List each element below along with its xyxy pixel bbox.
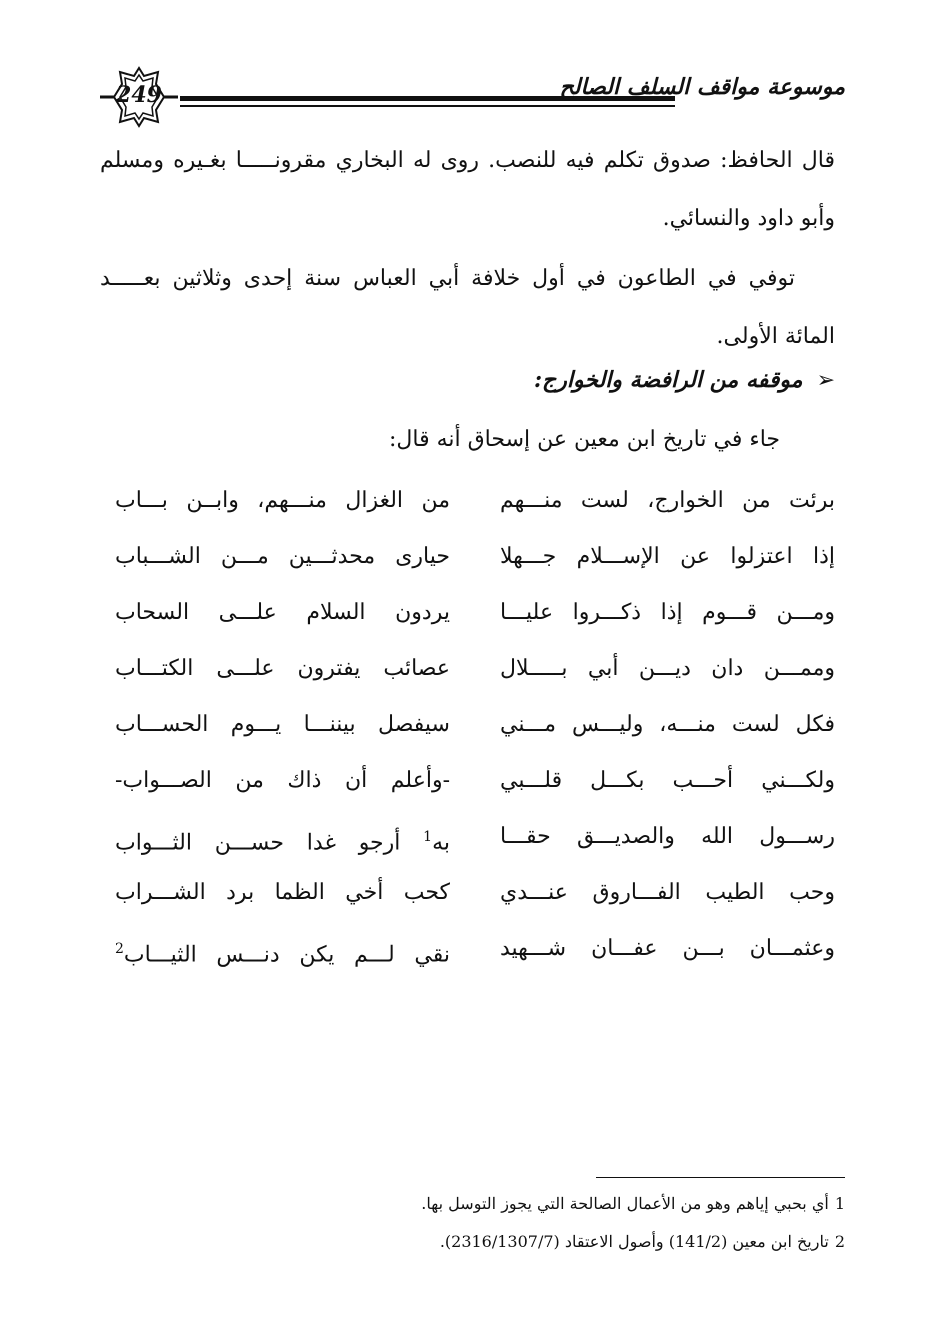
footnote-text: تاريخ ابن معين (141/2) وأصول الاعتقاد (2316/1307/7). bbox=[439, 1232, 829, 1251]
poem-verse bbox=[115, 697, 835, 753]
verse-second-hemistich bbox=[115, 921, 450, 983]
footnote-1 bbox=[421, 1192, 845, 1216]
poem bbox=[115, 473, 835, 977]
footnote-text: أي بحبي إياهم وهو من الأعمال الصالحة التي يجوز التوسل بها. bbox=[421, 1194, 829, 1213]
footnote-ref-2[interactable]: 2 bbox=[115, 941, 124, 957]
verse-first-hemistich: وممـــن دان ديـــن أبي بـــــلال bbox=[500, 656, 835, 681]
footnote-number: 1 bbox=[834, 1194, 845, 1213]
footnote-divider bbox=[596, 1177, 845, 1178]
page-header bbox=[100, 66, 845, 136]
footnote-2 bbox=[440, 1230, 845, 1254]
verse-text: أرجو غدا حســـن الثـــواب bbox=[115, 830, 424, 856]
section-heading-text: موقفه من الرافضة والخوارج: bbox=[533, 367, 803, 393]
poem-verse bbox=[115, 529, 835, 585]
verse-first-hemistich: وحب الطيب الفـــاروق عنـــدي bbox=[500, 880, 835, 905]
header-rule-thin bbox=[180, 105, 675, 107]
verse-first-hemistich: ولكـــني أحـــب بكـــل قلـــبي bbox=[500, 768, 835, 793]
verse-second-hemistich: يردون السلام علـــى السحاب bbox=[115, 600, 450, 625]
verse-second-hemistich bbox=[115, 809, 450, 871]
poem-verse bbox=[115, 865, 835, 921]
poem-verse bbox=[115, 809, 835, 865]
paragraph-hafiz: قال الحافظ: صدوق تكلم فيه للنصب. روى له البخاري مقرونـــــا بغـيره ومسلم وأبو داود والنسائي. bbox=[100, 148, 835, 231]
poem-intro: جاء في تاريخ ابن معين عن إسحاق أنه قال: bbox=[388, 427, 780, 452]
verse-first-hemistich: وعثمـــان بـــن عفـــان شـــهيد bbox=[500, 936, 835, 961]
verse-second-hemistich: حيارى محدثـــين مـــن الشـــباب bbox=[115, 544, 450, 569]
section-heading bbox=[534, 367, 835, 393]
page-number-badge bbox=[100, 66, 178, 128]
footnote-number: 2 bbox=[834, 1232, 845, 1251]
verse-second-hemistich: -وأعلم أن ذاك من الصـــواب- bbox=[115, 768, 450, 793]
verse-text: نقي لـــم يكن دنـــس الثيـــاب bbox=[123, 942, 450, 968]
poem-verse bbox=[115, 585, 835, 641]
verse-second-hemistich: سيفصل بيننـــا يـــوم الحســـاب bbox=[115, 712, 450, 737]
verse-first-hemistich: فكل لست منـــه، وليـــس مـــني bbox=[500, 712, 835, 737]
verse-second-hemistich: كحب أخي الظما برد الشـــراب bbox=[115, 880, 450, 905]
poem-verse bbox=[115, 921, 835, 977]
verse-first-hemistich: برئت من الخوارج، لست منـــهم bbox=[500, 488, 835, 513]
poem-verse bbox=[115, 641, 835, 697]
verse-first-hemistich: رســـول الله والصديـــق حقـــا bbox=[500, 824, 835, 849]
verse-second-hemistich: من الغزال منـــهم، وابــن بـــاب bbox=[115, 488, 450, 513]
verse-first-hemistich: ومـــن قـــوم إذا ذكـــروا عليـــا bbox=[500, 600, 835, 625]
footnote-ref-1[interactable]: 1 bbox=[423, 829, 433, 845]
verse-first-hemistich: إذا اعتزلوا عن الإســـلام جـــهلا bbox=[500, 544, 835, 569]
poem-verse bbox=[115, 473, 835, 529]
verse-word: به bbox=[432, 830, 450, 856]
series-title: موسوعة مواقف السلف الصالح bbox=[559, 74, 845, 100]
poem-verse bbox=[115, 753, 835, 809]
arrow-bullet-icon: ➢ bbox=[816, 368, 835, 393]
paragraph-death: توفي في الطاعون في أول خلافة أبي العباس سنة إحدى وثلاثين بعـــــد المائة الأولى. bbox=[100, 266, 835, 349]
verse-second-hemistich: عصائب يفترون علـــى الكتـــاب bbox=[115, 656, 450, 681]
page-number: 249 bbox=[116, 82, 162, 108]
